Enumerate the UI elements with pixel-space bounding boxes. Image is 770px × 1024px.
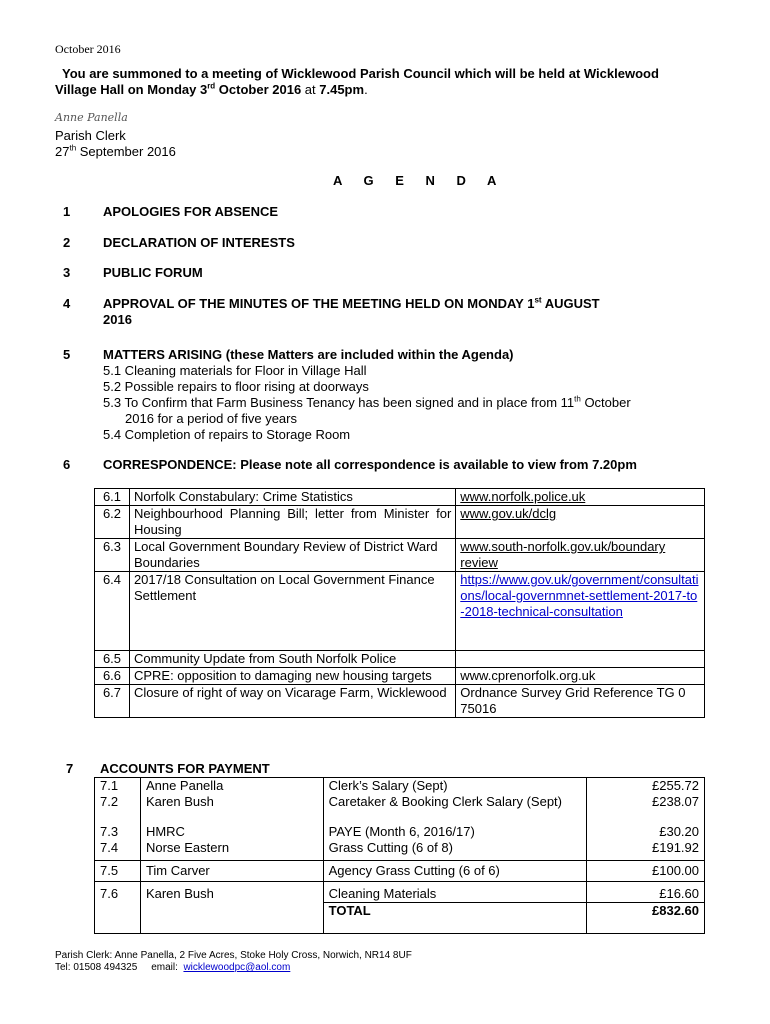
acc-amount: £238.07 [587, 794, 705, 824]
matter-5-3: 5.3 To Confirm that Farm Business Tenancy has been signed and in place from 11th October [103, 394, 631, 410]
table-row [95, 794, 705, 824]
item-number: 7 [66, 761, 74, 776]
acc-description: PAYE (Month 6, 2016/17) [323, 824, 587, 840]
table-row [95, 840, 705, 861]
corr-number: 6.3 [95, 539, 130, 572]
acc-payee: Norse Eastern [140, 840, 323, 861]
agenda-title: A G E N D A [333, 173, 498, 188]
table-row [95, 506, 705, 539]
item-number: 2 [63, 235, 71, 250]
acc-number: 7.4 [95, 840, 141, 861]
corr-item: CPRE: opposition to damaging new housing targets [129, 668, 455, 685]
acc-payee: Karen Bush [140, 882, 323, 903]
footer-email-link[interactable]: wicklewoodpc@aol.com [183, 962, 291, 973]
table-row [95, 539, 705, 572]
item-number: 5 [63, 347, 71, 362]
table-row-total [95, 903, 705, 934]
corr-number: 6.4 [95, 572, 130, 651]
item-number: 3 [63, 265, 71, 280]
item-title-minutes: APPROVAL OF THE MINUTES OF THE MEETING HELD ON MONDAY 1st AUGUST [103, 295, 600, 311]
clerk-role: Parish Clerk [55, 128, 126, 143]
corr-number: 6.6 [95, 668, 130, 685]
table-row [95, 778, 705, 795]
issue-date: 27th September 2016 [55, 143, 176, 159]
corr-link [456, 651, 705, 668]
corr-link[interactable]: www.gov.uk/dclg [456, 506, 705, 539]
corr-link[interactable]: www.cprenorfolk.org.uk [456, 668, 705, 685]
item-number: 6 [63, 457, 71, 472]
acc-description: Agency Grass Cutting (6 of 6) [323, 861, 587, 882]
acc-payee: Karen Bush [140, 794, 323, 824]
summons-line-2: Village Hall on Monday 3rd October 2016 at 7.45pm. [55, 81, 368, 97]
item-title-minutes-year: 2016 [103, 312, 132, 327]
item-title-correspondence: CORRESPONDENCE: Please note all correspondence is available to view from 7.20pm [103, 457, 637, 472]
corr-number: 6.1 [95, 489, 130, 506]
table-row [95, 489, 705, 506]
corr-link[interactable]: www.norfolk.police.uk [456, 489, 705, 506]
table-row [95, 572, 705, 651]
table-row [95, 668, 705, 685]
document-date: October 2016 [55, 42, 121, 56]
matter-5-3-cont: 2016 for a period of five years [125, 411, 297, 426]
matter-5-2: 5.2 Possible repairs to floor rising at doorways [103, 379, 369, 394]
corr-link[interactable]: https://www.gov.uk/government/consultations/local-governmnet-settlement-2017-to-2018-technical-consultation [456, 572, 705, 651]
acc-payee: Anne Panella [140, 778, 323, 795]
acc-number: 7.3 [95, 824, 141, 840]
footer-contact [55, 962, 290, 973]
corr-number: 6.7 [95, 685, 130, 718]
footer-tel: Tel: 01508 494325 [55, 962, 138, 973]
item-number: 4 [63, 296, 71, 311]
corr-number: 6.2 [95, 506, 130, 539]
corr-item: Norfolk Constabulary: Crime Statistics [129, 489, 455, 506]
corr-item: 2017/18 Consultation on Local Government Finance Settlement [129, 572, 455, 651]
clerk-signature: Anne Panella [55, 111, 128, 124]
item-title-accounts: ACCOUNTS FOR PAYMENT [100, 761, 270, 776]
correspondence-table [94, 488, 705, 718]
footer-address: Parish Clerk: Anne Panella, 2 Five Acres, Stoke Holy Cross, Norwich, NR14 8UF [55, 950, 412, 961]
corr-number: 6.5 [95, 651, 130, 668]
acc-amount: £100.00 [587, 861, 705, 882]
accounts-table [94, 777, 705, 934]
matter-5-1: 5.1 Cleaning materials for Floor in Village Hall [103, 363, 367, 378]
acc-amount: £30.20 [587, 824, 705, 840]
acc-number: 7.6 [95, 882, 141, 903]
table-row [95, 861, 705, 882]
acc-payee: Tim Carver [140, 861, 323, 882]
acc-number: 7.5 [95, 861, 141, 882]
acc-description: Grass Cutting (6 of 8) [323, 840, 587, 861]
corr-item: Neighbourhood Planning Bill; letter from Minister for Housing [129, 506, 455, 539]
acc-number: 7.2 [95, 794, 141, 824]
acc-amount: £16.60 [587, 882, 705, 903]
acc-number: 7.1 [95, 778, 141, 795]
corr-link[interactable]: www.south-norfolk.gov.uk/boundary review [456, 539, 705, 572]
summons-line-1: You are summoned to a meeting of Wicklewood Parish Council which will be held at Wicklewood [62, 66, 659, 81]
acc-description: Cleaning Materials [323, 882, 587, 903]
table-row [95, 824, 705, 840]
total-amount: £832.60 [587, 903, 705, 934]
item-title-apologies: APOLOGIES FOR ABSENCE [103, 204, 279, 219]
acc-amount: £191.92 [587, 840, 705, 861]
item-number: 1 [63, 204, 71, 219]
corr-item: Community Update from South Norfolk Police [129, 651, 455, 668]
corr-item: Local Government Boundary Review of District Ward Boundaries [129, 539, 455, 572]
table-row [95, 651, 705, 668]
acc-description: Clerk’s Salary (Sept) [323, 778, 587, 795]
acc-amount: £255.72 [587, 778, 705, 795]
item-title-public-forum: PUBLIC FORUM [103, 265, 203, 280]
acc-description: Caretaker & Booking Clerk Salary (Sept) [323, 794, 587, 824]
table-row [95, 882, 705, 903]
item-title-matters-arising: MATTERS ARISING (these Matters are included within the Agenda) [103, 347, 514, 362]
corr-item: Closure of right of way on Vicarage Farm, Wicklewood [129, 685, 455, 718]
acc-payee: HMRC [140, 824, 323, 840]
table-row [95, 685, 705, 718]
corr-grid-ref: Ordnance Survey Grid Reference TG 0 75016 [456, 685, 705, 718]
total-label: TOTAL [323, 903, 587, 934]
item-title-declarations: DECLARATION OF INTERESTS [103, 235, 295, 250]
footer-email-label: email: [151, 962, 178, 973]
matter-5-4: 5.4 Completion of repairs to Storage Room [103, 427, 351, 442]
